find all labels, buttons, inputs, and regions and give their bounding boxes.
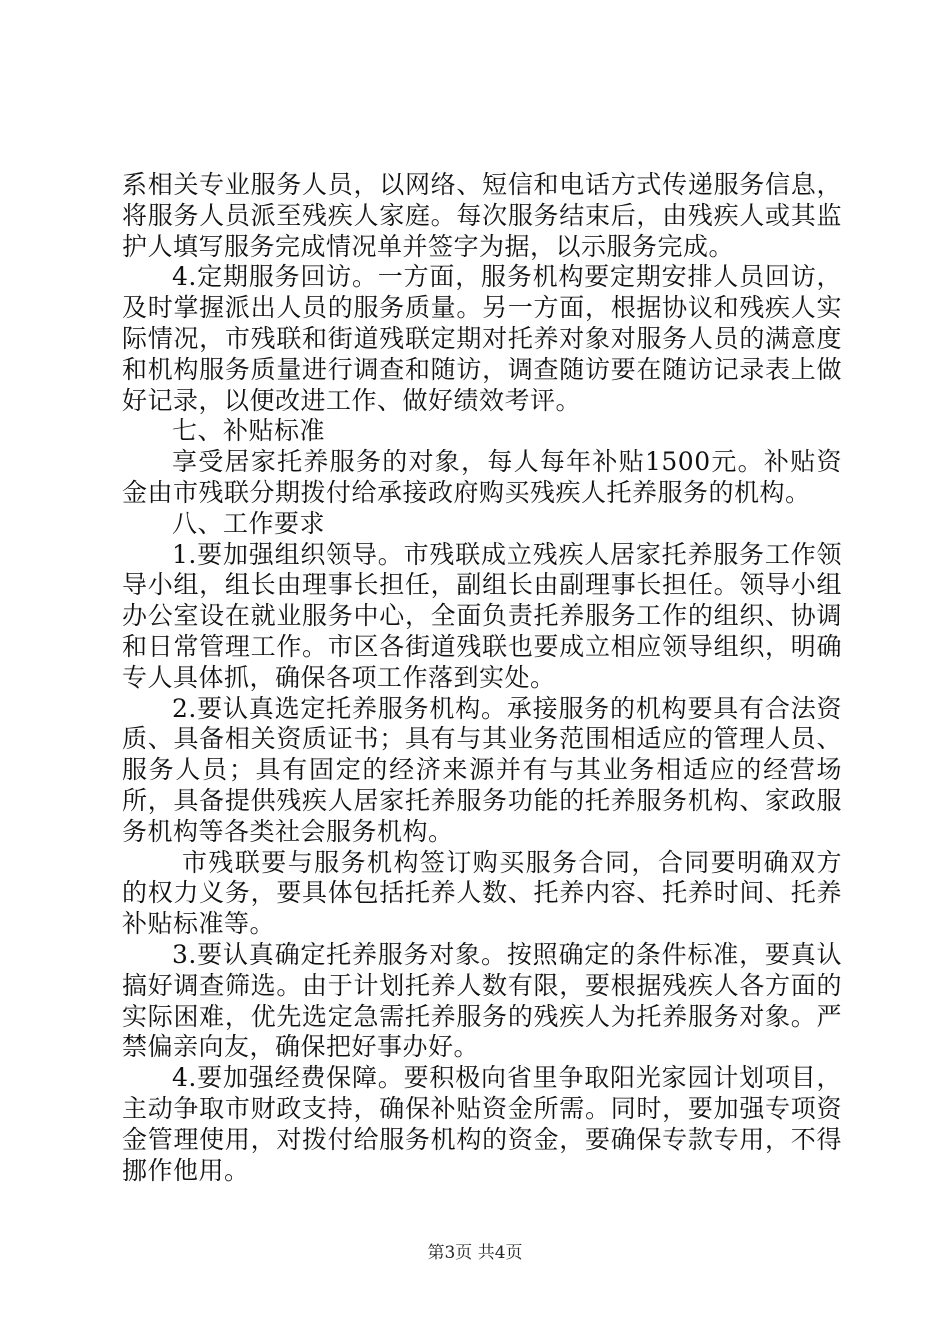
paragraph-funding: 4.要加强经费保障。要积极向省里争取阳光家园计划项目，主动争取市财政支持，确保补贴资金所需。同时，要加强专项资金管理使用，对拨付给服务机构的资金，要确保专款专用，不得挪作他用。 [122,1063,842,1185]
document-body [122,170,842,1186]
section-heading-requirements: 八、工作要求 [172,508,326,538]
page-number-footer: 第3页 共4页 [427,1243,523,1263]
section-heading-subsidy: 七、补贴标准 [172,416,326,446]
paragraph-service-followup: 4.定期服务回访。一方面，服务机构要定期安排人员回访，及时掌握派出人员的服务质量。另一方面，根据协议和残疾人实际情况，市残联和街道残联定期对托养对象对服务人员的满意度和机构服务质量进行调查和随访，调查随访要在随访记录表上做好记录，以便改进工作、做好绩效考评。 [122,262,842,415]
paragraph-contract: 市残联要与服务机构签订购买服务合同，合同要明确双方的权力义务，要具体包括托养人数、托养内容、托养时间、托养补贴标准等。 [122,847,842,939]
paragraph-leadership: 1.要加强组织领导。市残联成立残疾人居家托养服务工作领导小组，组长由理事长担任，副组长由副理事长担任。领导小组办公室设在就业服务中心，全面负责托养服务工作的组织、协调和日常管理工作。市区各街道残联也要成立相应领导组织，明确专人具体抓，确保各项工作落到实处。 [122,539,842,692]
paragraph-continuation: 系相关专业服务人员，以网络、短信和电话方式传递服务信息，将服务人员派至残疾人家庭。每次服务结束后，由残疾人或其监护人填写服务完成情况单并签字为据，以示服务完成。 [122,170,842,261]
paragraph-subsidy: 享受居家托养服务的对象，每人每年补贴1500元。补贴资金由市残联分期拨付给承接政府购买残疾人托养服务的机构。 [122,447,842,507]
paragraph-select-institution: 2.要认真选定托养服务机构。承接服务的机构要具有合法资质、具备相关资质证书；具有与其业务范围相适应的管理人员、服务人员；具有固定的经济来源并有与其业务相适应的经营场所，具备提供残疾人居家托养服务功能的托养服务机构、家政服务机构等各类社会服务机构。 [122,693,842,846]
paragraph-select-recipients: 3.要认真确定托养服务对象。按照确定的条件标准，要真认搞好调查筛选。由于计划托养人数有限，要根据残疾人各方面的实际困难，优先选定急需托养服务的残疾人为托养服务对象。严禁偏亲向友，确保把好事办好。 [122,939,842,1062]
